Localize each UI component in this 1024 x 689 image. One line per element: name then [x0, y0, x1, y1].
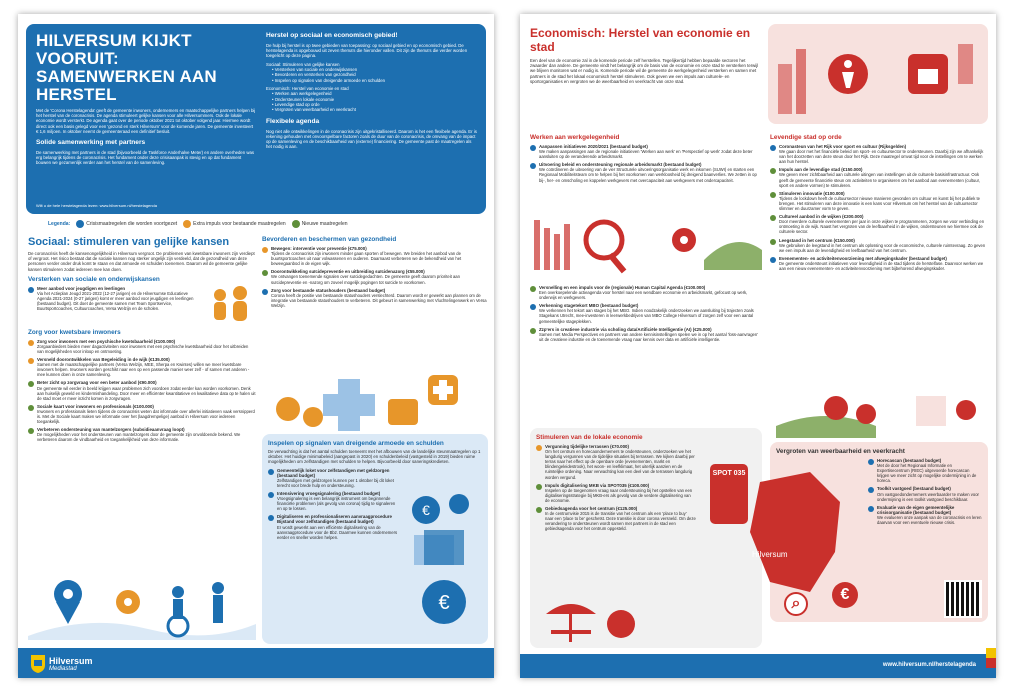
werk-section-continued [530, 282, 762, 342]
theme-item: • Inspelen op signalen van dreigende armoede en schulden [272, 78, 478, 83]
theme-item: • Ondersteunen lokale economie [272, 97, 478, 102]
herstel-text: De hulp bij herstel is op twee gebieden van toepassing: op sociaal gebied en op economisch gebied. De herstelagenda is opgebouwd uit zeven thema's die hieronder vallen. Dit zijn de thema's die verder worden toegelicht op deze pagina. [266, 43, 468, 59]
gezondheid-section [262, 236, 488, 308]
left-footer [18, 648, 494, 678]
list-item: Gebiedsagenda voor het centrum (€125.000) In de centrumvisie 2015 is de transitie van het centrum als een 'place to buy' naar een 'place to be' geschetst. Deze transitie is door corona versneld. Om deze verandering te ondersteunen wordt samen met partners in de stad een gebiedsagenda voor het centrum opgesteld. [536, 506, 696, 531]
money-illustration [404, 490, 482, 630]
spot035-phone: SPOT 035 [710, 464, 748, 524]
list-item: Digitaliseren en professionaliseren aanvraagprocedure Bijstand voor zelfstandigen (bestaand budget) Er wordt gewerkt aan een efficiënte digitalisering van de aanvraagprocedure voor de Bbz. Daarmee kunnen ondernemers eerder en sneller worden helpen. [268, 514, 400, 539]
crest-icon [30, 654, 46, 674]
sociaal-label: Sociaal: Stimuleren van gelijke kansen [266, 61, 340, 67]
hero-intro: Met de 'Corona Herstelagenda' geeft de gemeente inwoners, ondernemers en maatschappelijke partners helpen bij het herstel van de coronacrisis. De agenda stimuleert gelijke kansen voor alle Hilversummers. Ook de lokale economie wordt versterkt. De agenda gaat over de periode oktober 2021 tot oktober volgend jaar. Hiermee wordt direct ook een basis gelegd voor een 'gezond en sterk Hilversum' voor de komende jaren. De gemeente investeert € 1,6 miljoen. In oktober neemt de gemeenteraad een definitief besluit. [36, 108, 256, 134]
levendig-heading: Levendige stad op orde [770, 134, 842, 141]
flex-text: Nog niet alle ontwikkelingen in de coronacrisis zijn uitgekristalliseerd. Daarom is het een flexibele agenda. Er is rekening gehouden met onvoorspelbare factoren zoals de duur van de coronacrisis, de omvang van de impact op de samenleving en de beschikbaarheid van (externe) financiering. De gemeente past de maatregelen als het nodig is aan. [266, 128, 477, 150]
status-dot-icon [530, 328, 536, 334]
werk-section [530, 134, 762, 183]
status-dot-icon [868, 459, 874, 465]
list-item: Bewegen: interventie voor preventie (€75.000) Tijdens de coronacrisis zijn inwoners minder gaan sporten of bewegen. We breiden het aanbod van de buurtsportcoaches uit naar volwassenen en ouderen. Daarnaast verbeteren we de bekendheid van het beweegaanbod in de eigen wijk. [262, 246, 488, 266]
weerbaar-heading: Vergroten van weerbaarheid en veerkracht [776, 448, 905, 455]
sociaal-theme-list [272, 67, 478, 83]
legend-dot-icon [292, 220, 300, 228]
status-dot-icon [536, 484, 542, 490]
culture-illustration [776, 386, 988, 438]
status-dot-icon [770, 145, 776, 151]
partners-heading: Solide samenwerking met partners [36, 139, 146, 147]
list-item: Gemeentelijk loket voor zelfstandigen met geldzorgen (bestaand budget) Zelfstandigen met geldzorgen kunnen per 1 oktober bij dit loket terecht voor brede hulp en ondersteuning. [268, 468, 400, 488]
status-dot-icon [28, 287, 34, 293]
lokaal-heading: Stimuleren van de lokale economie [536, 434, 643, 441]
work-illustration [534, 210, 762, 282]
list-item: Evaluatie van de eigen gemeentelijke crisisorganisatie (bestaand budget) We evalueren onze aanpak van de coronacrisis en leren daarvan voor een eventuele nieuwe crisis. [868, 505, 982, 525]
health-illustration [268, 369, 483, 431]
city-illustration-panel [768, 24, 988, 124]
list-item: Versneld doorontwikkelen van Begeleiding in de wijk (€135.000) Samen met de maatschappelijke partners (Versa Welzijn, MEE, Sherpa en Kwintes) willen we meer kwetsbare inwoners helpen. Inwoners worden geschikt naar een op een passende manier weer zelf - of samen met anderen - mee kunnen doen in onze samenleving. [28, 357, 256, 377]
status-dot-icon [868, 506, 874, 512]
legend-item: Nieuwe maatregelen [292, 220, 348, 228]
list-item: Doorontwikkeling suïcidepreventie en uitbreiding suïcidenazorg (€55.000) We ontvangen toenemende signalen over suïcidegedachten. De gemeente geeft daarom prioriteit aan suïcidepreventie en -nazorg om zoveel mogelijk pogingen tot suïcide te voorkomen. [262, 269, 488, 284]
list-item: Sociale kaart voor inwoners en professionals (€100.000) Inwoners en professionals lieten tijdens de coronacrisis weten dat informatie over allerlei initiatieven vaak versnipperd is. Met de Sociale kaart maken we informatie over het (laagdrempelige) aanbod in Hilversum voor iedereen toegankelijk. [28, 404, 256, 424]
status-dot-icon [28, 340, 34, 346]
care-illustration [28, 574, 256, 640]
status-dot-icon [262, 247, 268, 253]
werk-heading: Werken aan werkgelegenheid [530, 134, 620, 141]
list-item: Leegstand in het centrum (€150.000) We gebruiken de leegstand in het centrum als oplossing voor de economische, culturele ruimtevraag. Zo geven we een impuls aan de levendigheid en leefbaarheid van het centrum. [770, 238, 988, 253]
theme-item: • Werken aan werkgelegenheid [272, 91, 478, 96]
status-dot-icon [268, 492, 274, 498]
legend [48, 220, 348, 228]
legend-item: Crisismaatregelen die worden voortgezet [76, 220, 177, 228]
legend-label: Legenda: [48, 221, 71, 227]
armoede-list [268, 468, 400, 540]
status-dot-icon [28, 405, 34, 411]
economisch-title: Economisch: Herstel van economie en stad [530, 26, 751, 54]
list-item: Uitvoering beleid en ondersteuning regionale arbeidsmarkt (bestaand budget) We coördineren de uitvoering van de vier Structurele uitvoeringsorganisatie werk en inkomen (SUWI) en starten een Regionaal Mobiliteitsteam om te helpen bij het voorkomen van werkloosheid bij dreigend baanverlies. We zetten in op bij-, her- en omscholing en koppelen werkgevers met overcapaciteit aan werkgevers met ondercapaciteit. [530, 162, 762, 182]
weerbaar-panel [752, 442, 988, 622]
right-page [520, 14, 996, 678]
list-item: Coronasteun van het Rijk voor sport en cultuur (Rijksgelden) We gaan door met het financiële beleid om sport- en cultuursector te ondersteunen. Daarbij zijn we afhankelijk van het doorzetten van deze steun door het Rijk. Deze maatregel omvat tijd voor de instellingen om te werken aan hun herstel. [770, 144, 988, 164]
status-dot-icon [28, 381, 34, 387]
status-dot-icon [268, 469, 274, 475]
flag-stripe [986, 648, 996, 678]
hero-panel [26, 24, 486, 214]
list-item: Zorg voor bestaande statushouders (bestaand budget) Corona heeft de positie van bestaande statushouders verslechterd. Daarom wordt er gewerkt aan plannen om de integratie van bestaande statushouders te verbeteren. Dit gebeurt in samenwerking met Vluchtelingenwerk en Versa Welzijn. [262, 288, 488, 308]
list-item: Intensivering vroegsignalering (bestaand budget) Vroegsignalering is een belangrijk instrument om beginnende financiële problemen (als gevolg van corona) tijdig te signaleren en op te lossen. [268, 491, 400, 511]
weerbaar-list [868, 458, 982, 525]
theme-item: • Bevorderen en versterken van gezondheid [272, 72, 478, 77]
armoede-intro: De verwachting is dat het aantal schulden toeneemt met het afbouwen van de landelijke steunmaatregelen op 1 oktober. Het huidige minimabeleid (aangepast in 2020) en schuldenbeleid (vastgesteld in 2019) bieden ruime mogelijkheden om zelfstandigen met schulden te helpen. Bijvoorbeeld door saneringskredieten. [268, 449, 481, 465]
hilversum-logo: Hilversum Mediastad [30, 654, 93, 674]
list-item: Zzp'ers in creatieve industrie via scholing data/Artificiële Intelligentie (AI) (€25.000) Samen met Media Perspectives en partners van andere kennisinstellingen spelen we in op het aantal 'loss-aanvragen' uit de creatieve industrie en de toenemende vraag naar kennis over data en artificiële intelligentie. [530, 327, 762, 342]
theme-item: • Versterken van sociale en onderwijskansen [272, 67, 478, 72]
people-icon [206, 283, 256, 325]
legend-dot-icon [76, 220, 84, 228]
list-item: Impuls aan de levendige stad (€150.000) We geven meer zichtbaarheid aan culturele uitingen van instellingen uit de culturele basisinfrastructuur. Ook geeft de gemeente financiële steun om activiteiten te organiseren om het aanbod aan evenementen (cultuur, sport en andere vormen) te stimuleren. [770, 167, 988, 187]
onderwijs-row [28, 283, 256, 325]
status-dot-icon [530, 145, 536, 151]
qr-code [946, 582, 980, 616]
left-page [18, 14, 494, 678]
sociaal-title: Sociaal: stimuleren van gelijke kansen [28, 236, 230, 248]
status-dot-icon [530, 163, 536, 169]
zorg-heading: Zorg voor kwetsbare inwoners [28, 328, 121, 336]
herstel-heading: Herstel op sociaal en economisch gebied! [266, 32, 398, 39]
legend-dot-icon [183, 220, 191, 228]
list-item: Evenementen- en activiteitenvoorziening met afwegingskader (bestaand budget) De gemeente ondersteunt initiatieven voor levendigheid in de stad tijdens de herstelfase. Daarvoor werken we aan een nieuw evenementen- en activiteitenvoorziening met bijbehorend afwegingskader. [770, 256, 988, 271]
economisch-theme-list [272, 91, 478, 113]
page-title: HILVERSUM KIJKT VOORUIT: SAMENWERKEN AAN HERSTEL [36, 31, 217, 104]
city-illustration [768, 24, 988, 124]
economisch-header [530, 26, 762, 84]
flex-heading: Flexibele agenda [266, 117, 320, 125]
list-item: Zorg voor inwoners met een psychische kwetsbaarheid (€100.000) Zorgaanbieders bieden meer dagactiviteiten voor inwoners met een psychische kwetsbaarheid door het uitbreiden van mogelijkheden voor inloop en ontmoeting. [28, 339, 256, 354]
status-dot-icon [868, 487, 874, 493]
onderwijs-heading: Versterken van sociale en onderwijskansen [28, 275, 160, 283]
search-icon: ⌕ [784, 592, 808, 616]
status-dot-icon [530, 286, 536, 292]
economisch-intro: Een deel van de economie zal in de komende periode zelf herstellen. Tegelijkertijd hebben bepaalde sectoren het zwaarder dan andere. De gemeente vindt het belangrijk om de basis van de economie en onze stad te versterken terwijl we blijven monitoren wat er nodig is. Komende periode wil de gemeente de werkgelegenheid versterken en samen met partners in de stad het lokaal economisch herstel stimuleren. Ook geven we een impuls aan culturele- en sportorganisaties en vergroten we de weerbaarheid en veerkracht van onze stad. [530, 58, 759, 84]
list-item: Verkenning stagetekort MBO (bestaand budget) We verkennen het tekort aan stages bij het MBO. Indien noodzakelijk onderzoeken we aansluiting bij trajecten zoals Stagekans Utrecht, mee-investeren in leerwerkbedrijven van MBO College Hilversum of zorgen zelf voor een aantal gemeentelijke stageplekken. [530, 303, 762, 323]
terrace-illustration [536, 594, 646, 644]
list-item: Stimuleren innovatie (€100.000) Tijdens de lockdown heeft de cultuursector nieuwe manieren gevonden om cultuur en kunst bij het publiek te brengen. Het stimuleren van deze innovatie is een kans voor Hilversum om het herstel van de cultuursector slimmer en duurzamer vorm te geven. [770, 191, 988, 211]
status-dot-icon [770, 239, 776, 245]
list-item: Aanpassen initiatieven 2020/2021 (bestaand budget) We maken aanpassingen aan de regionale initiatieven 'Werken aan werk' en 'Perspectief op werk' zodat deze beter aansluiten op de veranderende arbeidsmarkt. [530, 144, 762, 159]
status-dot-icon [770, 257, 776, 263]
list-item: Cultureel aanbod in de wijken (€200.000) Door meerdere culturele evenementen per jaar in onze wijken te programmeren, zorgen we voor verbinding en ontmoeting in de wijk. Naast het vergroten van de leefbaarheid in de wijken, ondersteunen we hiermee ook de culturele sector. [770, 214, 988, 234]
status-dot-icon [262, 289, 268, 295]
armoede-heading: Inspelen op signalen van dreigende armoede en schulden [268, 440, 444, 447]
footer-url[interactable]: www.hilversum.nl/herstelagenda [882, 662, 976, 668]
status-dot-icon [530, 304, 536, 310]
theme-item: • Levendige stad op orde [272, 102, 478, 107]
armoede-panel [262, 434, 488, 644]
status-dot-icon [28, 358, 34, 364]
theme-item: • Vergroten van weerbaarheid en veerkracht [272, 107, 478, 112]
status-dot-icon [536, 507, 542, 513]
list-item: Meer aanbod voor jeugdigen en leerlingen Via het Actieplan Jeugd 2021-2022 (12-27 jarigen) en de Hilversumse Educatieve Agenda 2021-2024 (0-27 jarigen) komt er meer aanbod voor jeugdigen en leerlingen (bestaand budget). Dit doet de gemeente samen met Team Sportservice, Buurtsportcoaches, Cultuurcoaches, Versa Welzijn en de scholen. [28, 286, 202, 325]
svg-text:€: € [438, 592, 450, 614]
status-dot-icon [536, 445, 542, 451]
legend-item: Extra impuls voor bestaande maatregelen [183, 220, 286, 228]
status-dot-icon [28, 428, 34, 434]
sociaal-section [28, 236, 256, 443]
euro-icon: € [832, 582, 858, 608]
website-note: Wilt u de hele herstelagenda lezen: www.hilversum.nl/herstelagenda [36, 203, 157, 208]
list-item: Verbeteren ondersteuning van mantelzorgers (subsidieaanvraag loopt) De mogelijkheden voor het ondersteunen van mantelzorgers door de gemeente zijn onvoldoende bekend. We verbeteren daarom de vindbaarheid en toegankelijkheid van deze informatie. [28, 427, 256, 442]
partners-text: De samenwerking met partners in de stad (bijvoorbeeld de Taskforce Anderhalve Meter) en andere overheden was erg belangrijk tijdens de coronacrisis. Het fundament onder deze crisisaanpak is stevig en op dat fundament bouwen we gezamenlijk verder aan het herstel van de samenleving. [36, 150, 254, 166]
status-dot-icon [770, 192, 776, 198]
gezondheid-heading: Bevorderen en beschermen van gezondheid [262, 236, 397, 243]
map-label: Hilversum [752, 550, 788, 559]
lokaal-list [536, 444, 696, 532]
levendig-section [770, 134, 988, 271]
status-dot-icon [268, 515, 274, 521]
list-item: Toolkit vastgoed (bestaand budget) Om vastgoedondernemers weerbaarder te maken voor ondermijning is een toolkit vastgoed beschikbaar. [868, 486, 982, 501]
status-dot-icon [770, 168, 776, 174]
sociaal-intro: De coronacrisis heeft de kansenongelijkheid in Hilversum vergroot. De problemen van kwetsbare inwoners zijn verdiept of vergroot. Het risico bestaat dat de sociale kansen nog sterker ongelijk zijn verdeeld, dat de gezondheid van deze personen verder onder druk komt te staan en dat armoede en schulden toenemen. Daarom wil de gemeente gelijke kansen stimuleren zodat iedereen mee kan doen. [28, 251, 255, 272]
status-dot-icon [262, 270, 268, 276]
right-footer [520, 654, 996, 678]
list-item: Vergunning tijdelijke terrassen (€70.000) Om het centrum en horecaondernemers te ondersteunen, onderzoeken we het langdurig vergunnen van de tijdelijke situaties bij terrassen. We kijken daarbij per terras naar het effect op de openbare orde (evenementen, markt en blindengeleidestrook), het woon- en leefklimaat, het uiterlijk aanzien en de ruimtelijke ordening. Naar verwachting kan een deel van de terrassen langdurig worden vergund. [536, 444, 696, 480]
list-item: Impuls digitalisering MKB via SPOT035 (€100.000) Inspelen op de toegenomen vraag naar ondersteuning bij het opstellen van een digitaliseringsstrategie bij MKB-ers als gevolg van de verdere digitalisering van de economie. [536, 483, 696, 503]
svg-text:€: € [422, 502, 430, 518]
list-item: Horecascan (bestaand budget) Met de door het Regionaal Informatie en Expertisecentrum (RIEC) uitgevoerde horecascan krijgen we meer zicht op mogelijke ondermijning in de horeca. [868, 458, 982, 483]
economisch-label: Economisch: Herstel van economie en stad [266, 86, 349, 92]
lokaal-panel [530, 428, 762, 648]
list-item: Versnelling en een impuls voor de (regionale) Human Capital Agenda (€100.000) Een overkoepelende actieagenda voor herstel naar een wendbare economie en arbeidsmarkt, gefocust op werk, onderwijs en werkgevers. [530, 285, 762, 300]
list-item: Beter zicht op zorgvraag voor een beter aanbod (€90.000) De gemeente wil eerder in beeld krijgen waar problemen zich voordoen zodat eerder kan worden voorkomen. Denk aan huiselijk geweld en kindermishandeling. Door meer en efficiënter kwantitatieve en kwalitatieve data op te halen uit de stad moet er meer inzicht komen in zorgvragen. [28, 380, 256, 400]
status-dot-icon [770, 215, 776, 221]
